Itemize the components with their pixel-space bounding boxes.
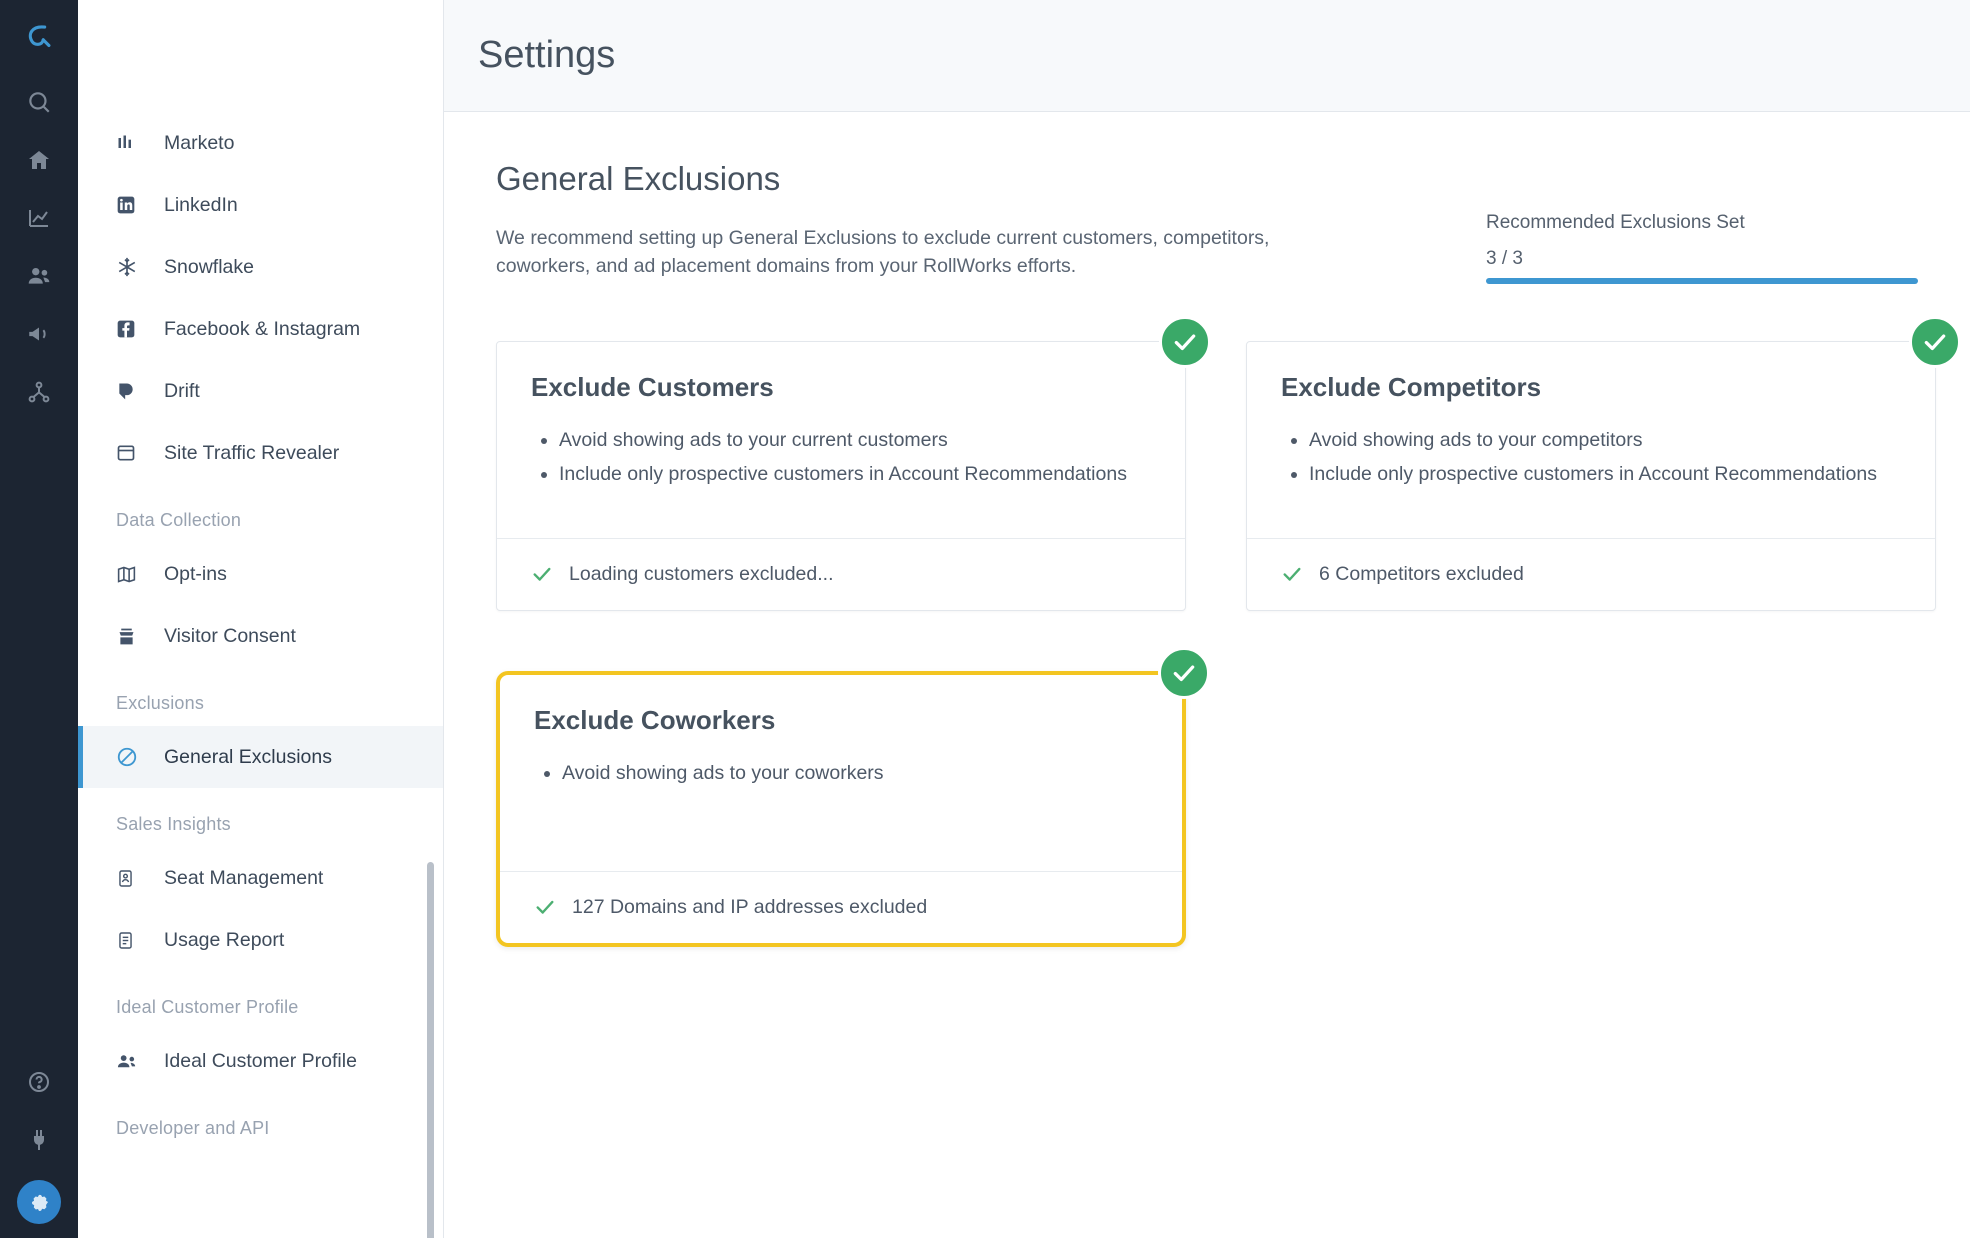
seat-icon — [116, 869, 156, 888]
complete-check-icon — [1158, 647, 1210, 699]
audience-icon[interactable] — [12, 248, 66, 304]
sidebar-item-label: General Exclusions — [164, 745, 332, 768]
page-header — [444, 0, 1970, 112]
map-icon — [116, 564, 156, 585]
sidebar-item-general-exclusions[interactable] — [78, 726, 443, 788]
block-icon — [116, 746, 156, 768]
page-title: Settings — [478, 34, 616, 76]
card-exclude-customers[interactable] — [496, 341, 1186, 611]
window-icon — [116, 443, 156, 463]
sidebar-section-developer-and-api: Developer and API — [116, 1118, 270, 1138]
card-status — [497, 538, 1185, 610]
sidebar-item-site-traffic-revealer[interactable] — [78, 422, 443, 484]
exclusions-progress — [1486, 212, 1918, 284]
exclusion-cards — [496, 341, 1918, 947]
card-bullets — [1281, 425, 1901, 489]
complete-check-icon — [1159, 316, 1211, 368]
sidebar-scrollbar[interactable] — [427, 862, 434, 1238]
sidebar-item-snowflake[interactable] — [78, 236, 443, 298]
card-title: Exclude Customers — [531, 371, 774, 402]
chart-icon[interactable] — [12, 190, 66, 246]
settings-gear-icon[interactable] — [17, 1180, 61, 1224]
plug-icon[interactable] — [12, 1112, 66, 1168]
sidebar-item-label: Ideal Customer Profile — [164, 1049, 357, 1072]
sidebar-item-usage-report[interactable] — [78, 909, 443, 971]
settings-nav-scroll-area — [78, 112, 443, 1238]
progress-label: Recommended Exclusions Set — [1486, 212, 1745, 233]
card-bullets — [531, 425, 1151, 489]
sidebar-item-label: Opt-ins — [164, 562, 227, 585]
card-body — [500, 675, 1182, 871]
check-icon — [534, 896, 556, 918]
card-status-text: Loading customers excluded... — [569, 562, 834, 585]
section-description: We recommend setting up General Exclusions to exclude current customers, competitors, coworkers, and ad placement domains from your RollWorks efforts. — [496, 227, 1270, 278]
sidebar-item-marketo[interactable] — [78, 112, 443, 174]
sidebar-item-label: Marketo — [164, 131, 235, 154]
card-title: Exclude Coworkers — [534, 704, 776, 735]
card-status-text: 127 Domains and IP addresses excluded — [572, 895, 928, 918]
facebook-icon — [116, 319, 156, 339]
sidebar-section-ideal-customer-profile: Ideal Customer Profile — [116, 997, 299, 1017]
integrations-icon[interactable] — [12, 364, 66, 420]
card-body — [497, 342, 1185, 538]
app-icon-rail — [0, 0, 78, 1238]
sidebar-item-linkedin[interactable] — [78, 174, 443, 236]
sidebar-item-label: Drift — [164, 379, 200, 402]
snowflake-icon — [116, 256, 156, 278]
rollworks-logo-icon[interactable] — [16, 14, 62, 60]
card-exclude-competitors[interactable] — [1246, 341, 1936, 611]
settings-nav — [78, 0, 444, 1238]
page-content — [444, 112, 1970, 1238]
section-title: General Exclusions — [496, 160, 781, 197]
progress-fill — [1486, 278, 1918, 284]
sidebar-item-ideal-customer-profile[interactable] — [78, 1030, 443, 1092]
list-item: • Include only prospective customers in Account Recommendations — [559, 459, 1151, 489]
rail-bottom-group — [0, 1054, 78, 1224]
sidebar-item-opt-ins[interactable] — [78, 543, 443, 605]
sidebar-item-facebook-instagram[interactable] — [78, 298, 443, 360]
home-icon[interactable] — [12, 132, 66, 188]
sidebar-item-seat-management[interactable] — [78, 847, 443, 909]
card-bullets — [534, 758, 1148, 788]
card-exclude-coworkers[interactable] — [496, 671, 1186, 947]
card-body — [1247, 342, 1935, 538]
progress-count: 3 / 3 — [1486, 248, 1523, 269]
card-status — [1247, 538, 1935, 610]
consent-icon — [116, 626, 156, 647]
sidebar-section-sales-insights: Sales Insights — [116, 814, 231, 834]
sidebar-item-label: Seat Management — [164, 866, 324, 889]
card-status-text: 6 Competitors excluded — [1319, 562, 1524, 585]
list-item: • Include only prospective customers in Account Recommendations — [1309, 459, 1901, 489]
search-icon[interactable] — [12, 74, 66, 130]
megaphone-icon[interactable] — [12, 306, 66, 362]
main-area — [444, 0, 1970, 1238]
progress-track — [1486, 278, 1918, 284]
sidebar-item-visitor-consent[interactable] — [78, 605, 443, 667]
check-icon — [531, 563, 553, 585]
sidebar-item-label: Usage Report — [164, 928, 285, 951]
sidebar-section-data-collection: Data Collection — [116, 510, 242, 530]
sidebar-item-drift[interactable] — [78, 360, 443, 422]
list-item: • Avoid showing ads to your current customers — [559, 425, 1151, 455]
people-icon — [116, 1050, 156, 1073]
card-title: Exclude Competitors — [1281, 371, 1542, 402]
card-status — [500, 871, 1182, 943]
report-icon — [116, 931, 156, 950]
marketo-icon — [116, 133, 156, 153]
sidebar-section-exclusions: Exclusions — [116, 693, 205, 713]
check-icon — [1281, 563, 1303, 585]
help-icon[interactable] — [12, 1054, 66, 1110]
drift-icon — [116, 381, 156, 401]
list-item: • Avoid showing ads to your competitors — [1309, 425, 1901, 455]
complete-check-icon — [1909, 316, 1961, 368]
sidebar-item-label: Snowflake — [164, 255, 254, 278]
list-item: • Avoid showing ads to your coworkers — [562, 758, 1148, 788]
linkedin-icon — [116, 195, 156, 215]
sidebar-item-label: Site Traffic Revealer — [164, 441, 340, 464]
sidebar-item-label: Facebook & Instagram — [164, 317, 361, 340]
sidebar-item-label: LinkedIn — [164, 193, 238, 216]
sidebar-item-label: Visitor Consent — [164, 624, 296, 647]
